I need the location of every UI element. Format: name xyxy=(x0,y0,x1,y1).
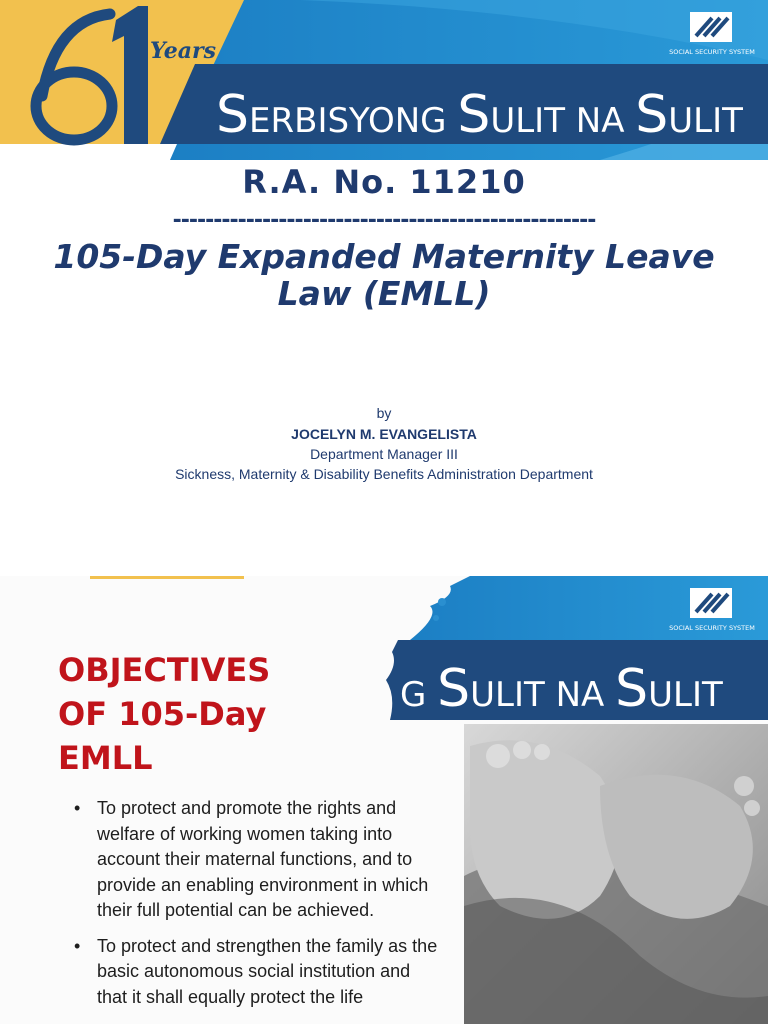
slide-objectives xyxy=(0,576,768,1024)
objectives-heading: OBJECTIVES OF 105-Day EMLL xyxy=(58,651,271,777)
by-label: by xyxy=(376,405,392,421)
author-department: Sickness, Maternity & Disability Benefits Administration Department xyxy=(175,466,593,482)
objectives-list xyxy=(72,796,444,1020)
presentation-title: 105-Day Expanded Maternity Leave Law (EMLL) xyxy=(53,237,715,313)
author-position: Department Manager III xyxy=(310,446,458,462)
slogan-text: SERBISYONG SULIT NA SULIT xyxy=(216,85,743,145)
baby-feet-photo xyxy=(464,724,768,1024)
years-text: Years xyxy=(150,38,217,64)
objective-bullet: • To protect and strengthen the family as the basic autonomous social institution and that it shall equally protect the life xyxy=(72,934,444,1011)
author-name: JOCELYN M. EVANGELISTA xyxy=(291,426,477,442)
objective-bullet: • To protect and promote the rights and welfare of working women taking into account their maternal functions, and to provide an enabling environment in which their full potential can be achieved. xyxy=(72,796,444,924)
ra-number: R.A. No. 11210 xyxy=(242,163,526,201)
logo-caption-2: SOCIAL SECURITY SYSTEM xyxy=(669,624,755,632)
title-divider: ---------------------------------------------------- xyxy=(172,208,596,233)
header-banner xyxy=(0,0,768,160)
slogan-partial-text: G SULIT NA SULIT xyxy=(400,659,723,719)
logo-caption: SOCIAL SECURITY SYSTEM xyxy=(669,48,755,56)
